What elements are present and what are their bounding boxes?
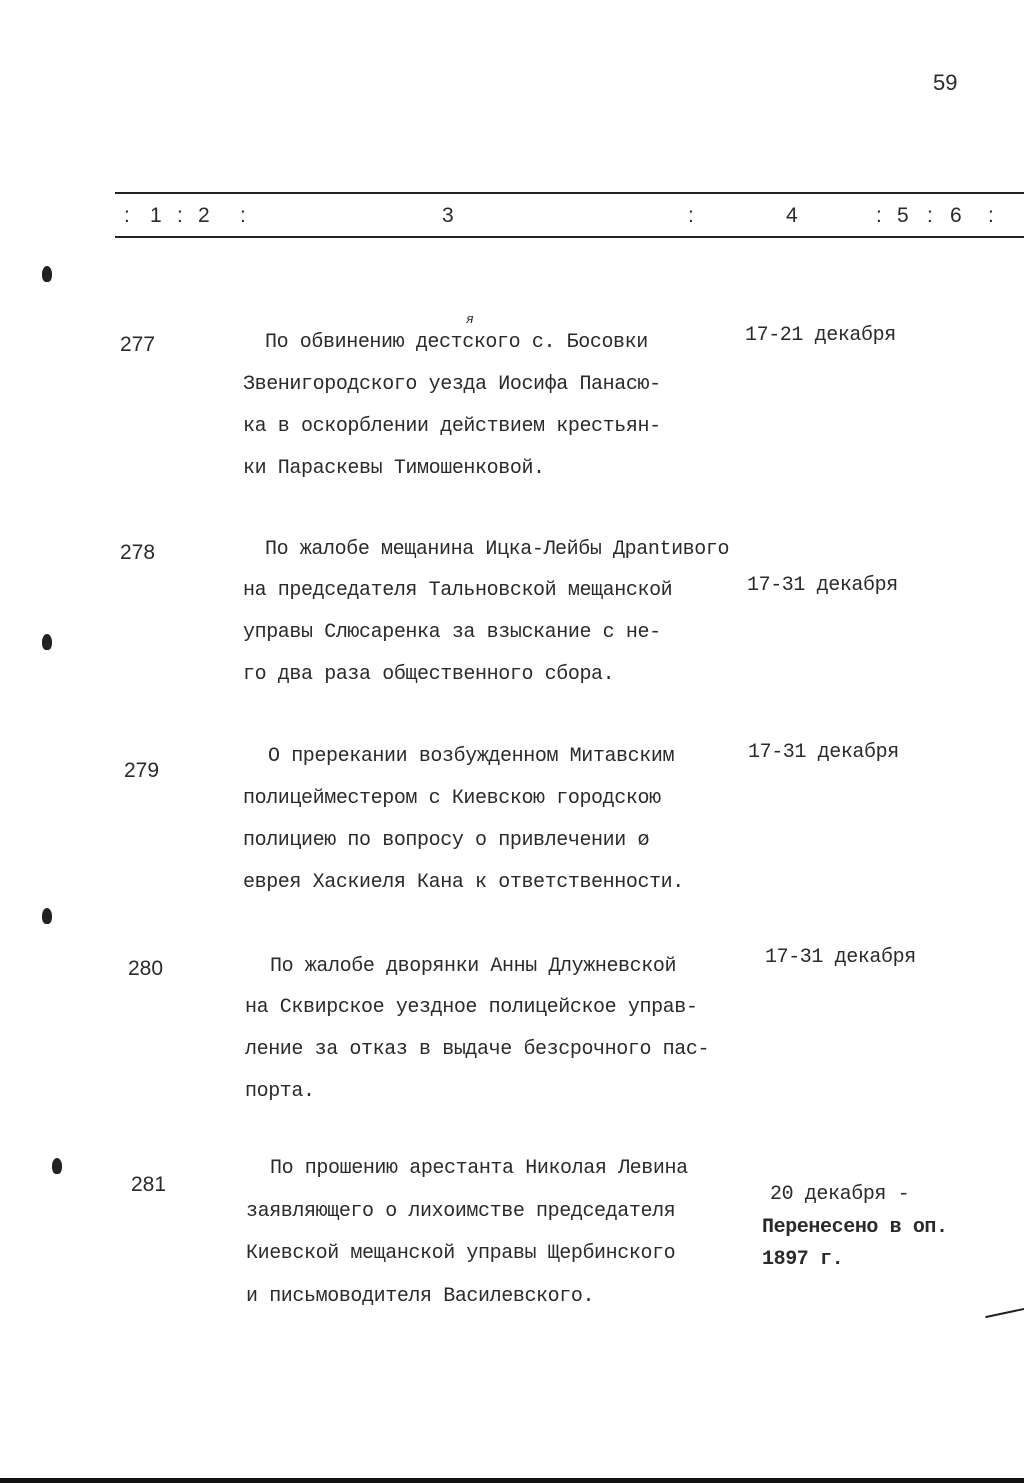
entry-transfer-note: Перенесено в оп. <box>762 1216 948 1239</box>
entry-line: полициею по вопросу о привлечении ø <box>243 829 650 852</box>
entry-number: 278 <box>120 541 156 564</box>
entry-line: еврея Хаскиеля Кана к ответственности. <box>243 871 684 894</box>
header-sep: : <box>124 204 130 227</box>
entry-date: 17-21 декабря <box>745 324 896 347</box>
entry-line: По прошению арестанта Николая Левина <box>270 1157 688 1180</box>
handwritten-correction: я <box>466 312 474 327</box>
header-rule-bottom <box>115 236 1024 238</box>
entry-line: ки Параскевы Тимошенковой. <box>243 457 545 480</box>
header-col-5: 5 <box>897 204 909 227</box>
entry-line: полицеймeстером с Киевскою городскою <box>243 787 661 810</box>
entry-line: го два раза общественного сбора. <box>243 663 615 686</box>
entry-line: Киевской мещанской управы Щербинского <box>246 1242 676 1265</box>
entry-date: 17-31 декабря <box>747 574 898 597</box>
entry-number: 279 <box>124 759 160 782</box>
entry-line: управы Слюсаренка за взыскание с не- <box>243 621 661 644</box>
binder-hole-mark <box>42 908 52 924</box>
entry-line: ление за отказ в выдаче безсрочного пас- <box>245 1038 710 1061</box>
entry-line: на председателя Тальновской мещанской <box>243 579 673 602</box>
header-col-4: 4 <box>786 204 798 227</box>
entry-line: По жалобе мещанина Ицка-Лейбы Драntивого <box>265 538 730 561</box>
entry-line: на Сквирское уездное полицейское управ- <box>245 996 698 1019</box>
header-col-2: 2 <box>198 204 210 227</box>
header-sep: : <box>988 204 994 227</box>
header-sep: : <box>177 204 183 227</box>
header-sep: : <box>927 204 933 227</box>
entry-line: По обвинению дестского с. Босовки <box>265 331 648 354</box>
header-col-1: 1 <box>150 204 162 227</box>
header-col-6: 6 <box>950 204 962 227</box>
entry-number: 277 <box>120 333 156 356</box>
binder-hole-mark <box>52 1158 62 1174</box>
pen-stroke <box>985 1308 1024 1318</box>
entry-line: и письмоводителя Василевского. <box>246 1285 595 1308</box>
binder-hole-mark <box>42 266 52 282</box>
page-number: 59 <box>933 70 958 95</box>
entry-number: 280 <box>128 957 164 980</box>
header-col-3: 3 <box>442 204 454 227</box>
header-sep: : <box>688 204 694 227</box>
header-sep: : <box>876 204 882 227</box>
entry-line: ка в оскорблении действием крестьян- <box>243 415 661 438</box>
header-sep: : <box>240 204 246 227</box>
entry-date: 17-31 декабря <box>748 741 899 764</box>
binder-hole-mark <box>42 634 52 650</box>
entry-line: заявляющего о лихоимстве председателя <box>246 1200 676 1223</box>
entry-date: 17-31 декабря <box>765 946 916 969</box>
entry-transfer-year: 1897 г. <box>762 1248 844 1271</box>
entry-line: По жалобе дворянки Анны Длужневской <box>270 955 677 978</box>
entry-line: О пререкании возбужденном Митавским <box>268 745 675 768</box>
entry-number: 281 <box>131 1173 167 1196</box>
entry-line: Звенигородского уезда Иосифа Панасю- <box>243 373 661 396</box>
entry-date: 20 декабря - <box>770 1183 910 1206</box>
page-bottom-edge <box>0 1478 1024 1483</box>
entry-line: порта. <box>245 1080 315 1103</box>
header-rule-top <box>115 192 1024 194</box>
